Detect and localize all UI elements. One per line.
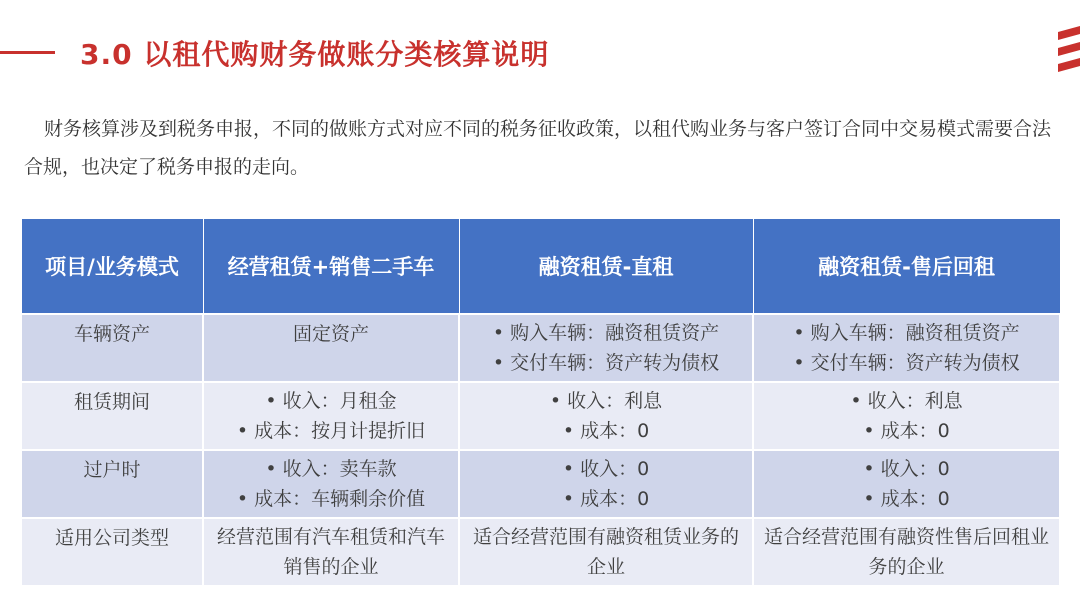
table-cell — [203, 518, 459, 586]
table-row — [21, 518, 1060, 586]
table-header-row — [21, 219, 1060, 315]
row-label: 适用公司类型 — [21, 518, 203, 586]
bullet-item: • 购入车辆：融资租赁资产 — [466, 318, 746, 348]
table-header-cell: 融资租赁-售后回租 — [753, 219, 1060, 315]
row-label: 租赁期间 — [21, 382, 203, 450]
bullet-item: • 交付车辆：资产转为债权 — [466, 348, 746, 378]
table-cell — [753, 382, 1060, 450]
table-cell — [459, 314, 753, 382]
title-accent-line — [0, 51, 55, 54]
table-cell — [203, 382, 459, 450]
brand-logo-icon — [1052, 22, 1080, 82]
bullet-item: • 收入：利息 — [466, 386, 746, 416]
page-title: 3.0 以租代购财务做账分类核算说明 — [80, 38, 550, 71]
row-label: 车辆资产 — [21, 314, 203, 382]
table-cell — [459, 450, 753, 518]
table-row — [21, 314, 1060, 382]
table-row — [21, 382, 1060, 450]
bullet-item: • 收入：0 — [760, 454, 1053, 484]
table-header-cell: 经营租赁+销售二手车 — [203, 219, 459, 315]
table-header-cell: 融资租赁-直租 — [459, 219, 753, 315]
cell-text: 固定资产 — [292, 323, 369, 345]
bullet-item: • 收入：卖车款 — [210, 454, 452, 484]
bullet-item: • 成本：0 — [466, 416, 746, 446]
table-cell — [203, 314, 459, 382]
row-label: 过户时 — [21, 450, 203, 518]
table-cell — [459, 518, 753, 586]
bullet-item: • 购入车辆：融资租赁资产 — [760, 318, 1053, 348]
bullet-item: • 收入：0 — [466, 454, 746, 484]
accounting-comparison-table — [20, 218, 1061, 587]
slide-header — [0, 0, 1080, 95]
table-row — [21, 450, 1060, 518]
table-cell — [753, 450, 1060, 518]
bullet-item: • 收入：月租金 — [210, 386, 452, 416]
table-cell — [459, 382, 753, 450]
bullet-item: • 成本：0 — [760, 484, 1053, 514]
cell-text: 经营范围有汽车租赁和汽车销售的企业 — [216, 526, 445, 578]
bullet-item: • 收入：利息 — [760, 386, 1053, 416]
cell-text: 适合经营范围有融资租赁业务的企业 — [472, 526, 739, 578]
bullet-item: • 成本：0 — [466, 484, 746, 514]
bullet-item: • 成本：按月计提折旧 — [210, 416, 452, 446]
table-cell — [753, 518, 1060, 586]
bullet-item: • 成本：0 — [760, 416, 1053, 446]
intro-paragraph: 财务核算涉及到税务申报，不同的做账方式对应不同的税务征收政策，以租代购业务与客户签订合同中交易模式需要合法合规，也决定了税务申报的走向。 — [24, 118, 1052, 178]
table-header-cell: 项目/业务模式 — [21, 219, 203, 315]
table-cell — [203, 450, 459, 518]
table-cell — [753, 314, 1060, 382]
cell-text: 适合经营范围有融资性售后回租业务的企业 — [763, 526, 1049, 578]
bullet-item: • 成本：车辆剩余价值 — [210, 484, 452, 514]
bullet-item: • 交付车辆：资产转为债权 — [760, 348, 1053, 378]
